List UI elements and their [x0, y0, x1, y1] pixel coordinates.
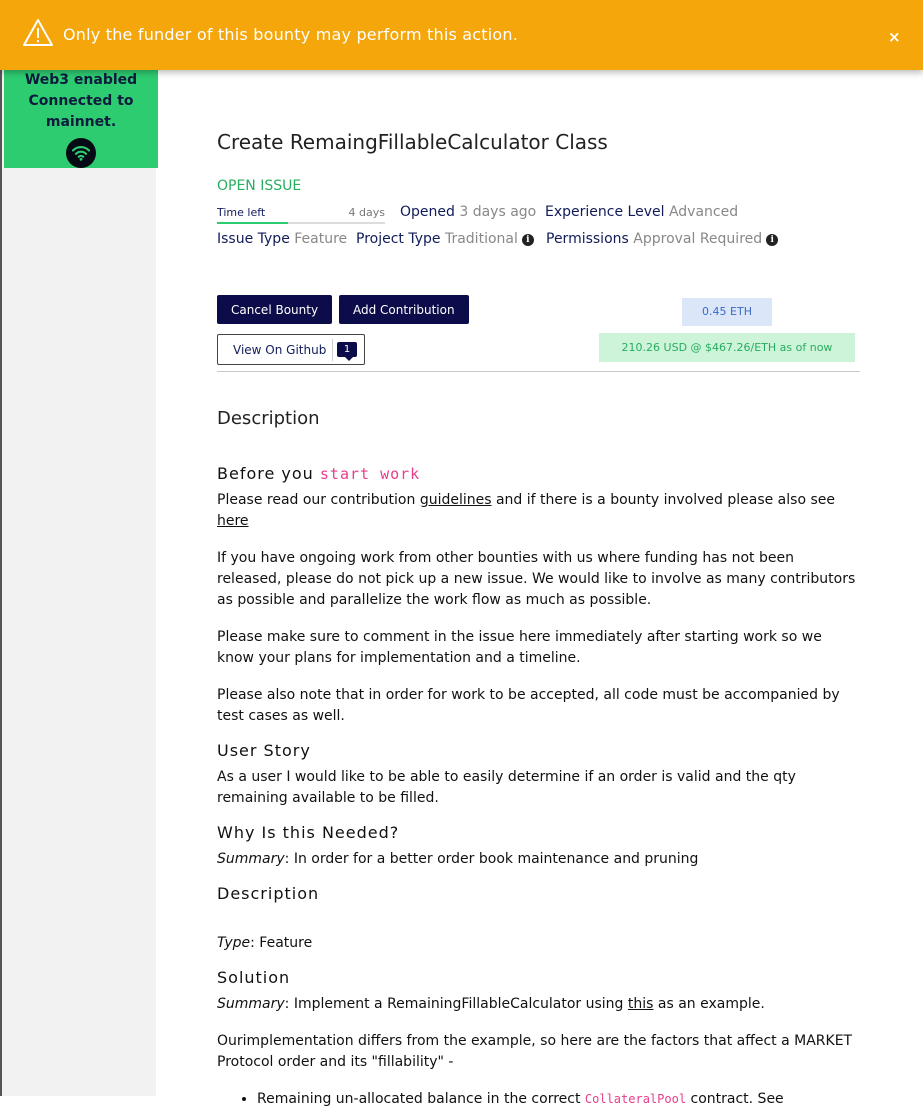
experience-meta — [545, 204, 738, 220]
start-work-code: start work — [319, 465, 421, 483]
time-left-label: Time left — [217, 206, 266, 219]
time-left-value: 4 days — [348, 206, 385, 219]
divider — [332, 339, 333, 361]
solution-summary — [217, 994, 857, 1015]
permissions-label: Permissions — [546, 231, 629, 247]
issue-type-value: Feature — [294, 231, 348, 247]
issue-description-body — [217, 462, 857, 1110]
text: as an example. — [653, 996, 765, 1012]
text: and if there is a bounty involved please also see — [491, 492, 835, 508]
permissions-value: Approval Required — [633, 231, 763, 247]
info-icon[interactable]: i — [766, 234, 778, 246]
opened-label: Opened — [400, 204, 455, 220]
comment-count-badge: 1 — [337, 342, 357, 357]
time-left — [217, 206, 385, 219]
text: contract. See — [686, 1091, 784, 1107]
collateral-pool-code: CollateralPool — [584, 1092, 687, 1106]
divider — [217, 371, 860, 372]
permissions-meta — [546, 231, 778, 247]
issue-status: OPEN ISSUE — [217, 178, 302, 194]
project-type-label: Project Type — [356, 231, 441, 247]
opened-meta — [400, 204, 536, 220]
project-type-value: Traditional — [444, 231, 518, 247]
left-sidebar — [0, 0, 156, 1096]
view-on-github-label: View On Github — [233, 343, 327, 357]
type-label: Type — [217, 935, 251, 951]
why-summary — [217, 849, 857, 870]
experience-label: Experience Level — [545, 204, 665, 220]
text: : Implement a RemainingFillableCalculator using — [284, 996, 628, 1012]
text: : Feature — [250, 935, 313, 951]
implementation-paragraph: Ourimplementation differs from the example, so here are the factors that affect a MARKET Protocol order and its "fillability" - — [217, 1033, 853, 1070]
guidelines-paragraph — [217, 490, 857, 532]
time-left-progress-fill — [217, 222, 288, 224]
eth-amount: 0.45 ETH — [682, 298, 772, 326]
wifi-icon — [66, 138, 96, 168]
user-story-heading: User Story — [217, 741, 311, 760]
ongoing-work-paragraph: If you have ongoing work from other bounties with us where funding has not been released, please do not pick up a new issue. We would like to involve as many contributors as possible and parallelize the work flow as much as possible. — [217, 550, 856, 608]
list-item — [257, 1089, 857, 1110]
factors-list — [217, 1089, 857, 1110]
web3-connected-text: Connected to — [28, 93, 134, 109]
text: : In order for a better order book maintenance and pruning — [284, 851, 699, 867]
before-you-text: Before you — [217, 464, 320, 483]
opened-value: 3 days ago — [459, 204, 537, 220]
experience-value: Advanced — [668, 204, 739, 220]
solution-heading: Solution — [217, 968, 291, 987]
summary-label: Summary — [217, 851, 285, 867]
usd-amount: 210.26 USD @ $467.26/ETH as of now — [599, 333, 855, 362]
add-contribution-button[interactable]: Add Contribution — [339, 295, 469, 324]
guidelines-link[interactable]: guidelines — [419, 492, 492, 508]
warning-icon — [22, 18, 54, 52]
description-heading: Description — [217, 408, 320, 429]
issue-type-meta — [217, 231, 347, 247]
web3-network-text: mainnet. — [45, 114, 117, 130]
text: Please read our contribution — [217, 492, 420, 508]
summary-label: Summary — [217, 996, 285, 1012]
description-subheading: Description — [217, 884, 320, 903]
comment-paragraph: Please make sure to comment in the issue here immediately after starting work so we know your plans for implementation and a timeline. — [217, 629, 822, 666]
here-link[interactable]: here — [217, 513, 249, 529]
close-icon[interactable]: × — [888, 28, 901, 46]
issue-title: Create RemaingFillableCalculator Class — [217, 130, 608, 154]
this-link[interactable]: this — [627, 996, 654, 1012]
alert-message: Only the funder of this bounty may perform this action. — [63, 25, 519, 44]
project-type-meta — [356, 231, 534, 247]
why-needed-heading: Why Is this Needed? — [217, 823, 400, 842]
alert-banner — [0, 0, 923, 70]
user-story-text: As a user I would like to be able to easily determine if an order is valid and the qty remaining available to be filled. — [217, 769, 796, 806]
type-line — [217, 933, 857, 954]
view-on-github-button[interactable] — [217, 334, 365, 365]
test-cases-paragraph: Please also note that in order for work to be accepted, all code must be accompanied by test cases as well. — [217, 687, 840, 724]
time-left-progress-bar — [217, 222, 385, 224]
cancel-bounty-button[interactable]: Cancel Bounty — [217, 295, 332, 324]
info-icon[interactable]: i — [522, 234, 534, 246]
web3-enabled-text: Web3 enabled — [24, 72, 138, 88]
web3-status-panel — [4, 62, 158, 168]
issue-type-label: Issue Type — [217, 231, 290, 247]
text: Remaining un-allocated balance in the correct — [257, 1091, 585, 1107]
before-you-heading — [217, 462, 857, 486]
